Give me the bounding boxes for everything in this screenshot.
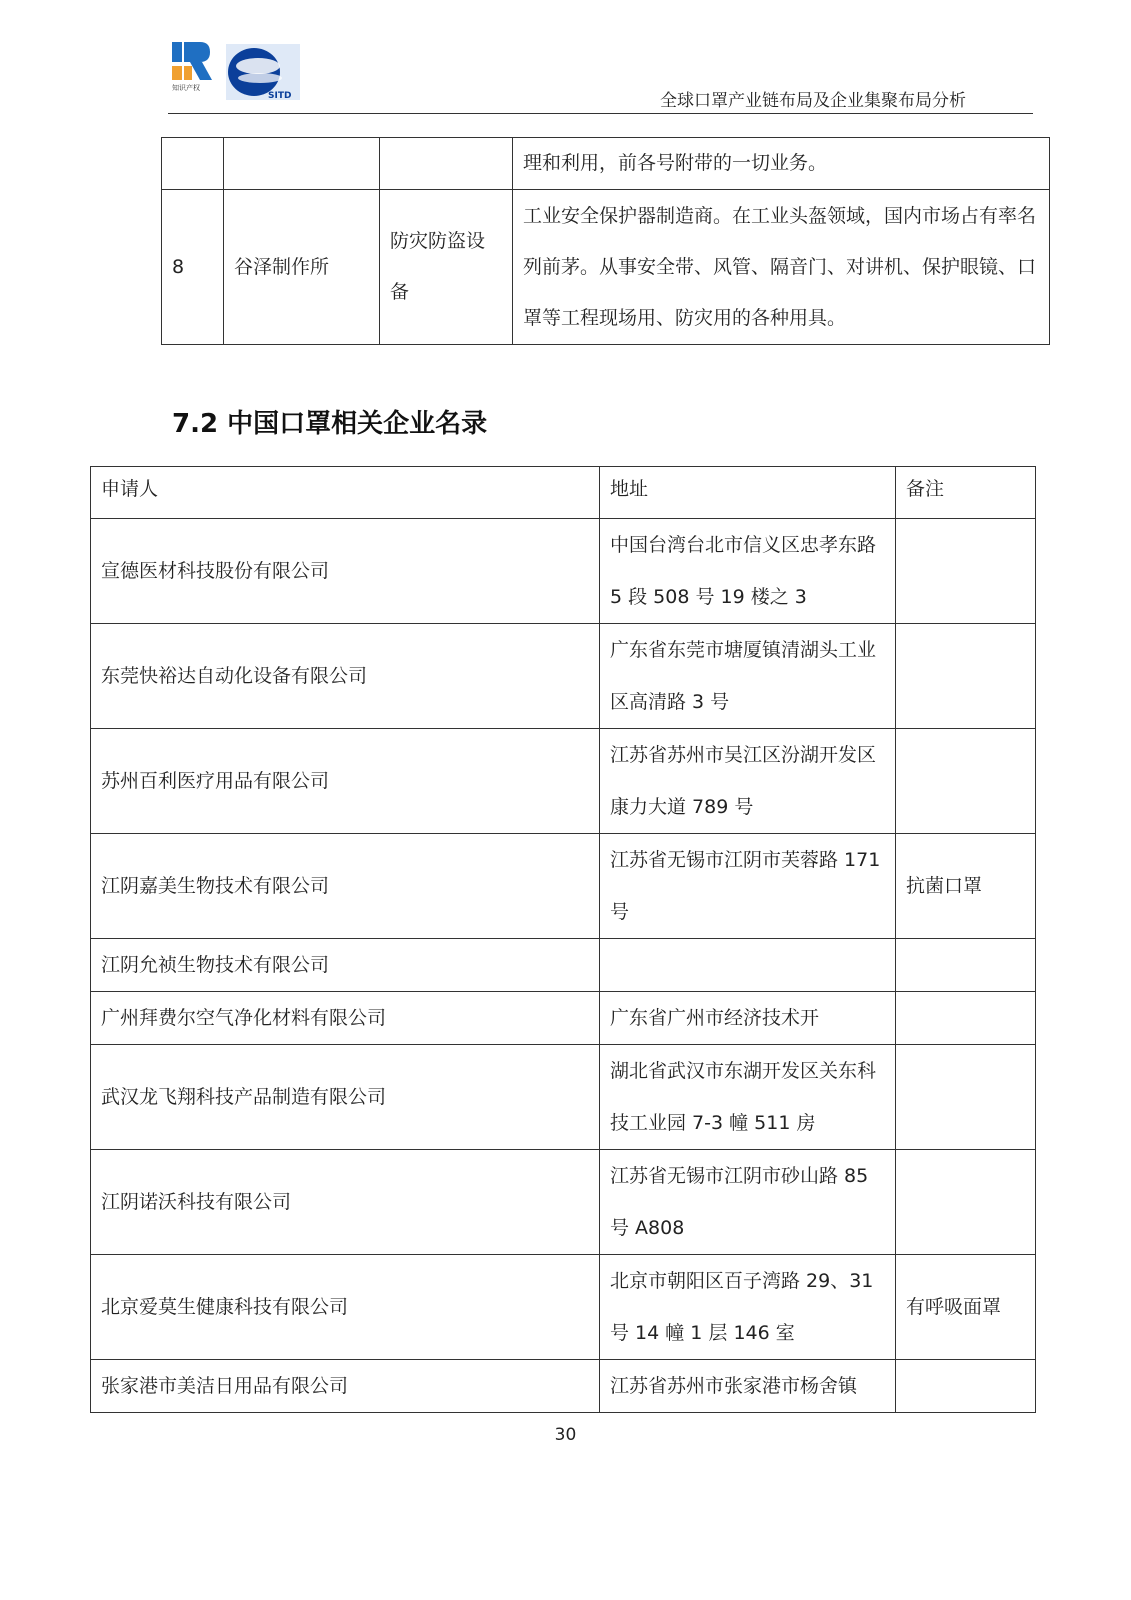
address-cell: 广东省东莞市塘厦镇清湖头工业区高清路 3 号 <box>600 624 896 729</box>
remark-cell <box>896 992 1036 1045</box>
remark-cell <box>896 729 1036 834</box>
logo-right-text: SITD <box>268 91 292 101</box>
applicant-cell: 武汉龙飞翔科技产品制造有限公司 <box>91 1045 600 1150</box>
remark-cell <box>896 1150 1036 1255</box>
applicant-cell: 东莞快裕达自动化设备有限公司 <box>91 624 600 729</box>
description-cell: 工业安全保护器制造商。在工业头盔领域，国内市场占有率名列前茅。从事安全带、风管、隔音门、对讲机、保护眼镜、口罩等工程现场用、防灾用的各种用具。 <box>513 190 1050 345</box>
remark-cell <box>896 1360 1036 1413</box>
field-cell: 防灾防盗设备 <box>380 190 513 345</box>
company-directory-table <box>90 466 1036 1413</box>
address-cell: 中国台湾台北市信义区忠孝东路 5 段 508 号 19 楼之 3 <box>600 519 896 624</box>
header-title: 全球口罩产业链布局及企业集聚布局分析 <box>660 91 966 111</box>
address-cell: 江苏省苏州市吴江区汾湖开发区康力大道 789 号 <box>600 729 896 834</box>
company-cell <box>224 138 380 190</box>
applicant-cell: 江阴诺沃科技有限公司 <box>91 1150 600 1255</box>
applicant-cell: 北京爱莫生健康科技有限公司 <box>91 1255 600 1360</box>
section-heading: 7.2 中国口罩相关企业名录 <box>172 409 488 439</box>
table-row <box>91 519 1036 624</box>
table-row <box>91 729 1036 834</box>
applicant-cell: 江阴嘉美生物技术有限公司 <box>91 834 600 939</box>
applicant-cell: 江阴允祯生物技术有限公司 <box>91 939 600 992</box>
remark-cell <box>896 624 1036 729</box>
address-cell: 江苏省苏州市张家港市杨舍镇 <box>600 1360 896 1413</box>
remark-cell <box>896 939 1036 992</box>
header-divider <box>168 113 1033 114</box>
header-remark: 备注 <box>896 467 1036 519</box>
company-logo <box>170 40 310 104</box>
remark-cell <box>896 1045 1036 1150</box>
field-cell <box>380 138 513 190</box>
address-cell <box>600 939 896 992</box>
table-row <box>91 1150 1036 1255</box>
address-cell: 湖北省武汉市东湖开发区关东科技工业园 7-3 幢 511 房 <box>600 1045 896 1150</box>
table-row <box>91 624 1036 729</box>
header-address: 地址 <box>600 467 896 519</box>
company-continuation-table <box>161 137 1050 345</box>
table-row <box>91 1360 1036 1413</box>
remark-cell <box>896 519 1036 624</box>
applicant-cell: 张家港市美洁日用品有限公司 <box>91 1360 600 1413</box>
table-header-row <box>91 467 1036 519</box>
table-row <box>162 190 1050 345</box>
table-row <box>91 939 1036 992</box>
row-number-cell <box>162 138 224 190</box>
description-cell: 理和利用，前各号附带的一切业务。 <box>513 138 1050 190</box>
remark-cell: 有呼吸面罩 <box>896 1255 1036 1360</box>
table-row <box>91 1255 1036 1360</box>
address-cell: 北京市朝阳区百子湾路 29、31 号 14 幢 1 层 146 室 <box>600 1255 896 1360</box>
header-logos <box>170 40 310 104</box>
address-cell: 广东省广州市经济技术开 <box>600 992 896 1045</box>
table-row <box>91 1045 1036 1150</box>
address-cell: 江苏省无锡市江阴市芙蓉路 171 号 <box>600 834 896 939</box>
applicant-cell: 广州拜费尔空气净化材料有限公司 <box>91 992 600 1045</box>
applicant-cell: 苏州百利医疗用品有限公司 <box>91 729 600 834</box>
remark-cell: 抗菌口罩 <box>896 834 1036 939</box>
table-row <box>162 138 1050 190</box>
company-cell: 谷泽制作所 <box>224 190 380 345</box>
header-applicant: 申请人 <box>91 467 600 519</box>
logo-left-text: 知识产权 <box>172 84 200 92</box>
applicant-cell: 宣德医材科技股份有限公司 <box>91 519 600 624</box>
row-number-cell: 8 <box>162 190 224 345</box>
table-row <box>91 992 1036 1045</box>
table-row <box>91 834 1036 939</box>
page-number: 30 <box>554 1425 577 1445</box>
address-cell: 江苏省无锡市江阴市砂山路 85 号 A808 <box>600 1150 896 1255</box>
